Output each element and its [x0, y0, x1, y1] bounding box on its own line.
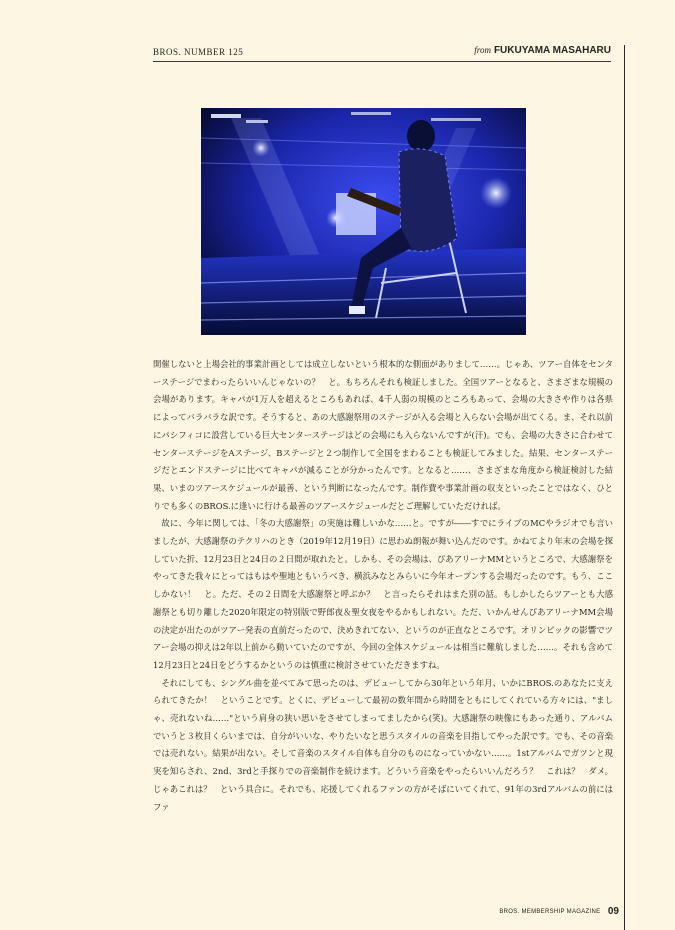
column-title [474, 45, 611, 56]
paragraph: 故に、今年に関しては、「冬の大感謝祭」の実施は難しいかな……と。ですが――すでにライブのMCやラジオでも言いましたが、大感謝祭のテクリハのとき（2019年12月19日）に思わぬ朗報が舞い込んだのです。かねてより年末の会場を探していた折、12月23日と24日の２日間が取れたと。しかも、その会場は、ぴあアリーナMMというところで、大感謝祭をやってきた我々にとってはもはや聖地ともいうべき、横浜みなとみらいに今年オープンする会場だったのです。もう、ここしかない！ と。ただ、その２日間を大感謝祭と呼ぶか？ と言ったらそれはまた別の話。もしかしたらツアーとも大感謝祭とも切り離した2020年限定の特別版で野郎夜＆聖女夜をやるかもしれない。ただ、いかんせんぴあアリーナMM会場の決定が出たのがツアー発表の直前だったので、決めきれてない、というのが正直なところです。オリンピックの影響でツアー会場の抑えは2年以上前から動いていたのですが、今回の全体スケジュールは相当に難航しました……。それも含めて12月23日と24日をどうするかというのは慎重に検討させていただきますね。 [153, 518, 613, 670]
article-body [153, 356, 613, 816]
paragraph: それにしても、シングル曲を並べてみて思ったのは、デビューしてから30年という年月、いかにBROS.のあなたに支えられてきたか！ ということです。とくに、デビューして最初の数年間から時間をともにしてくれている方々には、"ましゃ、売れないね……"という肩身の狭い思いをさせてしまってましたから(笑)。大感謝祭の映像にもあった通り、アルバムでいうと３枚目くらいまでは、自分がいいな、やりたいなと思うスタイルの音楽を目指してやった訳です。でも、その音楽では売れない。結果が出ない。そして音楽のスタイル自体も自分のものになっていかない……。1stアルバムでガツンと現実を知らされ、2nd、3rdと手探りでの音楽制作を続けます。どういう音楽をやったらいいんだろう？ これは？ ダメ。じゃあこれは？ という具合に。それでも、応援してくれるファンの方がそばにいてくれて、91年の3rdアルバムの前にはファ [153, 677, 613, 812]
page-number: 09 [607, 906, 619, 918]
side-rule [624, 45, 625, 930]
artist-name: FUKUYAMA MASAHARU [493, 45, 611, 56]
issue-number: BROS. NUMBER 125 [153, 47, 244, 57]
from-label: from [474, 45, 491, 55]
page-header [153, 45, 611, 65]
page-footer [499, 903, 619, 921]
paragraph: 開催しないと上場会社的事業計画としては成立しないという根本的な側面がありまして……。じゃあ、ツアー自体をセンターステージでまわったらいいんじゃないの？ と。もちろんそれも検証しました。全国ツアーとなると、さまざまな規模の会場があります。キャパが1万人を超えるところもあれば、4千人弱の規模のところもあって、会場の大きさや作りは各県によってバラバラな訳です。そうすると、あの大感謝祭用のステージが入る会場と入らない会場が出てくる。ま、それ以前にパシフィコに設営している巨大センターステージはどの会場にも入らないんですが(汗)。でも、会場の大きさに合わせてセンターステージをAステージ、Bステージと２つ制作して全国をまわることも検証してみました。結果、センターステージだとエンドステージに比べてキャパが減ることが分かったんです。となると……、さまざまな角度から検証検討した結果、いまのツアースケジュールが最善、という判断になったんです。制作費や事業計画の収支といったことではなく、ひとりでも多くのBROS.に逢いに行ける最善のツアースケジュールだとご理解していただければ。 [153, 359, 613, 511]
concert-stage-photo [201, 108, 526, 335]
magazine-name: BROS. MEMBERSHIP MAGAZINE [499, 908, 601, 915]
header-rule [153, 61, 611, 62]
